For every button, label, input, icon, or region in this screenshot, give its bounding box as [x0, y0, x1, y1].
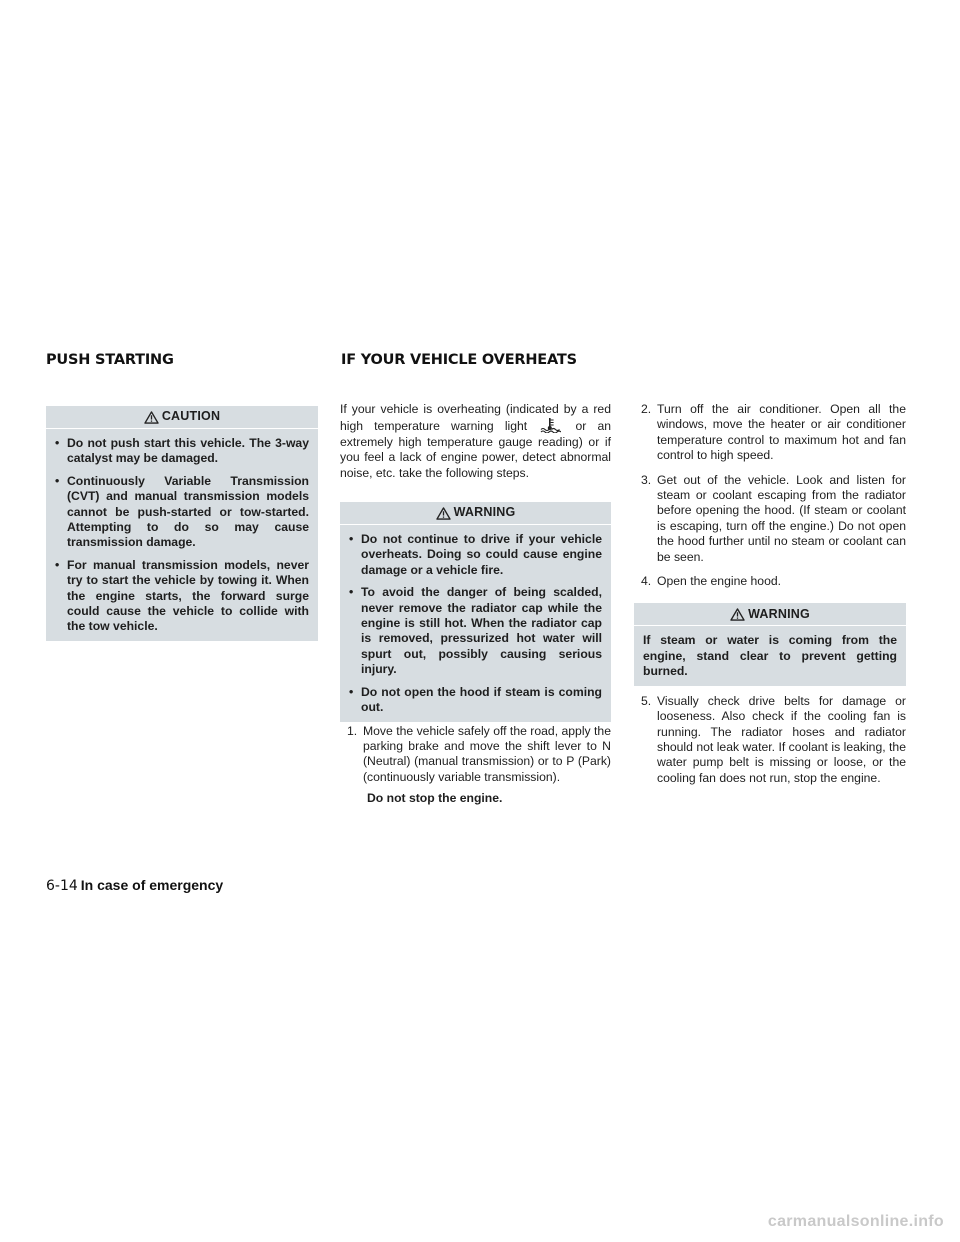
step-text: Turn off the air conditioner. Open all the windows, move the heater or air conditioner temperature control to maximum hot and fan control to high speed. [657, 402, 906, 463]
caution-label: CAUTION [161, 409, 221, 424]
step-text: Get out of the vehicle. Look and listen for steam or coolant escaping from the radiator before opening the hood. (If steam or coolant is escaping, turn off the engine.) Do not open the hood further until no steam or coolant can be seen. [657, 472, 906, 564]
warning-item: • To avoid the danger of being scalded, never remove the radiator cap while the engine is still hot. When the radiator cap is removed, pressurized hot water will spurt out, possibly causing serious injury. [349, 585, 602, 677]
page-footer [46, 877, 223, 894]
warning-header-1 [340, 502, 611, 525]
step-item [634, 402, 906, 464]
step-item [634, 574, 906, 589]
step-item [340, 724, 611, 786]
caution-item-text: For manual transmission models, never try to start the vehicle by towing it. When the engine starts, the forward surge could cause the vehicle to collide with the tow vehicle. [67, 557, 309, 634]
caution-item: • Do not push start this vehicle. The 3-way catalyst may be damaged. [55, 436, 309, 466]
steps-list-continued [634, 402, 906, 589]
step-text: Open the engine hood. [657, 574, 782, 589]
caution-item: • For manual transmission models, never try to start the vehicle by towing it. When the engine starts, the forward surge could cause the vehicle to collide with the tow vehicle. [55, 557, 309, 634]
caution-item-text: Do not push start this vehicle. The 3-way catalyst may be damaged. [67, 436, 309, 466]
warning-triangle-icon [144, 411, 159, 424]
intro-text-before-icon: If your vehicle is overheating (indicated by a red high temperature warning light [340, 402, 611, 434]
intro-paragraph [340, 402, 611, 481]
step-1-note: Do not stop the engine. [367, 791, 503, 806]
warning-triangle-icon [730, 608, 745, 621]
warning-item: • Do not open the hood if steam is coming out. [349, 684, 602, 715]
intro-text-after-icon: or an extremely high temperature gauge reading) or if you feel a lack of engine power, detect abnormal noise, etc. take the following steps. [340, 419, 612, 480]
section-title-push-starting: PUSH STARTING [46, 352, 174, 368]
warning-label-2: WARNING [748, 606, 810, 621]
caution-box [46, 406, 318, 641]
warning-box-2 [634, 603, 906, 685]
step-text: Visually check drive belts for damage or looseness. Also check if the cooling fan is running. The radiator hoses and radiator should not leak water. If coolant is leaking, the water pump belt is missing or loose, or the cooling fan does not run, stop the engine. [657, 693, 906, 785]
page-number: 6-14 [46, 878, 78, 894]
step-number: 3. [641, 472, 652, 487]
section-title-if-vehicle-overheats: IF YOUR VEHICLE OVERHEATS [341, 352, 577, 368]
step-number: 5. [641, 693, 652, 708]
column-middle [340, 402, 611, 807]
caution-header [46, 406, 318, 429]
caution-item: • Continuously Variable Transmission (CVT) and manual transmission models cannot be push-started or tow-started. Attempting to do so may cause transmission damage. [55, 473, 309, 550]
steps-list-final [634, 694, 906, 786]
caution-list [55, 436, 309, 635]
step-number: 4. [641, 574, 652, 589]
chapter-title: In case of emergency [80, 877, 224, 893]
step-item [634, 473, 906, 565]
warning-list-1 [349, 532, 602, 715]
column-right [634, 402, 906, 786]
warning-item: • Do not continue to drive if your vehicle overheats. Doing so could cause engine damage or a vehicle fire. [349, 532, 602, 577]
watermark: carmanualsonline.info [767, 1213, 944, 1230]
warning-text-2: If steam or water is coming from the engine, stand clear to prevent getting burned. [643, 633, 897, 679]
warning-item-text: To avoid the danger of being scalded, never remove the radiator cap while the engine is still hot. When the radiator cap is removed, pressurized hot water will spurt out, possibly causing serious injury. [361, 585, 602, 677]
warning-header-2 [634, 603, 906, 626]
warning-item-text: Do not continue to drive if your vehicle overheats. Doing so could cause engine damage or a vehicle fire. [361, 532, 602, 577]
warning-box-1 [340, 502, 611, 721]
column-left [46, 406, 318, 641]
caution-item-text: Continuously Variable Transmission (CVT) and manual transmission models cannot be push-started or tow-started. Attempting to do so may cause transmission damage. [67, 473, 309, 550]
warning-item-text: Do not open the hood if steam is coming out. [361, 684, 602, 715]
warning-label-1: WARNING [453, 505, 516, 520]
step-item [634, 694, 906, 786]
step-number: 1. [347, 723, 358, 738]
step-text: Move the vehicle safely off the road, apply the parking brake and move the shift lever to N (Neutral) (manual transmission) or to P (Park) (continuously variable transmission). [363, 723, 611, 784]
warning-triangle-icon [436, 507, 451, 520]
step-number: 2. [641, 402, 652, 416]
steps-list-start [340, 724, 611, 786]
coolant-temperature-warning-icon [539, 417, 561, 433]
